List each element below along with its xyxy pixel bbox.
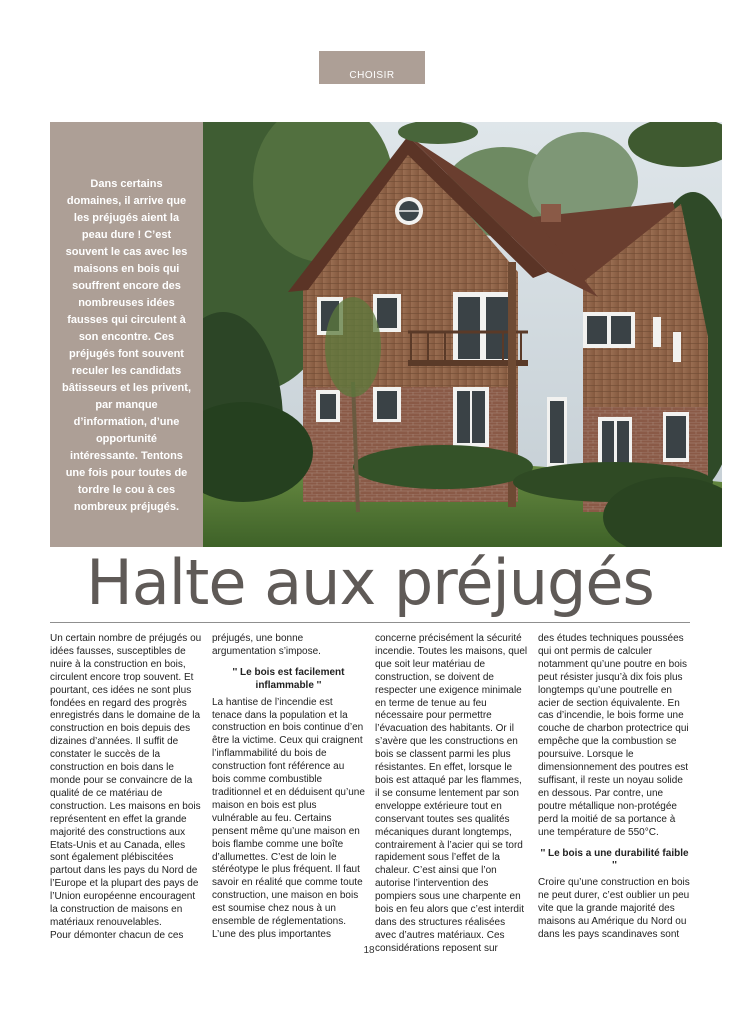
intro-box (50, 122, 203, 547)
wooden-house-photo (203, 122, 722, 547)
text-column-4 (538, 633, 691, 942)
paragraph: préjugés, une bonne argumentation s’impose. (212, 633, 321, 657)
title-divider (50, 622, 690, 623)
subheading-inflammable: '' Le bois est facilement inflammable '' (232, 666, 345, 691)
text-column-2 (212, 633, 365, 942)
article-title: Halte aux préjugés (86, 546, 654, 619)
section-label: CHOISIR (319, 51, 425, 84)
page-number: 18 (363, 945, 375, 956)
paragraph: des études techniques poussées qui ont permis de calculer notamment qu’une poutre en bois peut résister jusqu’à dix fois plus longtemps qu’une poutrelle en acier de section équivalente. En cas d’incendie, le bois forme une couche de charbon protectrice qui empêche que la combustion se poursuive. Lorsque le dimensionnement des poutres est suffisant, il reste un noyau solide en dessous. Par contre, une poutre métallique non-protégée perd la moitié de sa portance à une température de 550°C. (538, 633, 689, 838)
paragraph: La hantise de l’incendie est tenace dans la population et la construction en bois continue d’en être la victime. Ceux qui craignent l’inflammabilité du bois de construction font référence au bois comme combustible traditionnel et en déduisent qu’une maison en bois est plus vulnérable au feu. Certains pensent même qu’une maison en bois flambe comme une boîte d’allumettes. C’est de loin le stéréotype le plus fréquent. Il faut savoir en réalité que comme toute construction, une maison en bois est soumise chez nous à un ensemble de réglementations. L’une des plus importantes (212, 696, 365, 940)
text-column-1 (50, 633, 203, 943)
intro-text: Dans certains domaines, il arrive que les préjugés aient la peau dure ! C’est souvent le cas avec les maisons en bois qui souffrent encore des nombreuses idées fausses qui circulent à son encontre. Ces préjugés font souvent reculer les candidats bâtisseurs et les privent, par manque d’information, d’une opportunité intéressante. Tentons une fois pour toutes de tordre le cou à ces nombreux préjugés. (62, 178, 191, 513)
paragraph: Pour démonter chacun de ces (50, 929, 184, 941)
paragraph: Un certain nombre de préjugés ou idées fausses, susceptibles de nuire à la construction en bois, circulent encore trop souvent. Et pourtant, ces idées ne sont plus fondées en regard des progrès enregistrés dans le domaine de la construction en bois depuis des dizaines d’années. Il suffit de constater le succès de la construction en bois dans le monde pour se convaincre de la qualité de ce matériau de construction. Les maisons en bois représentent en effet la grande majorité des constructions aux Etats-Unis et au Canada, elles sont également plébiscitées partout dans les pays du Nord de l’Europe et la plupart des pays de l’Union européenne encouragent la construction de maisons en matériaux renouvelables. (50, 633, 202, 928)
text-column-3 (375, 633, 528, 956)
paragraph: concerne précisément la sécurité incendie. Toutes les maisons, quel que soit leur matériau de construction, se doivent de respecter une exigence minimale en terme de tenue au feu nécessaire pour permettre l’évacuation des habitants. Or il s’avère que les constructions en bois se classent parmi les plus résistantes. En effet, lorsque le bois est attaqué par les flammes, il se consume lentement par son enveloppe extérieure tout en conservant toutes ses qualités mécaniques durant longtemps, contrairement à l’acier qui se tord rapidement sous l’effet de la chaleur. C’est ainsi que l’on autorise l’intervention des pompiers sous une charpente en bois en feu alors que c’est interdit dans des structures réalisées avec d’autres matériaux. Ces considérations reposent sur (375, 633, 528, 954)
paragraph: Croire qu’une construction en bois ne peut durer, c’est oublier un peu vite que la grande majorité des maisons au Amérique du Nord ou dans les pays scandinaves sont (538, 877, 690, 940)
subheading-durabilite: '' Le bois a une durabilité faible '' (540, 847, 689, 872)
